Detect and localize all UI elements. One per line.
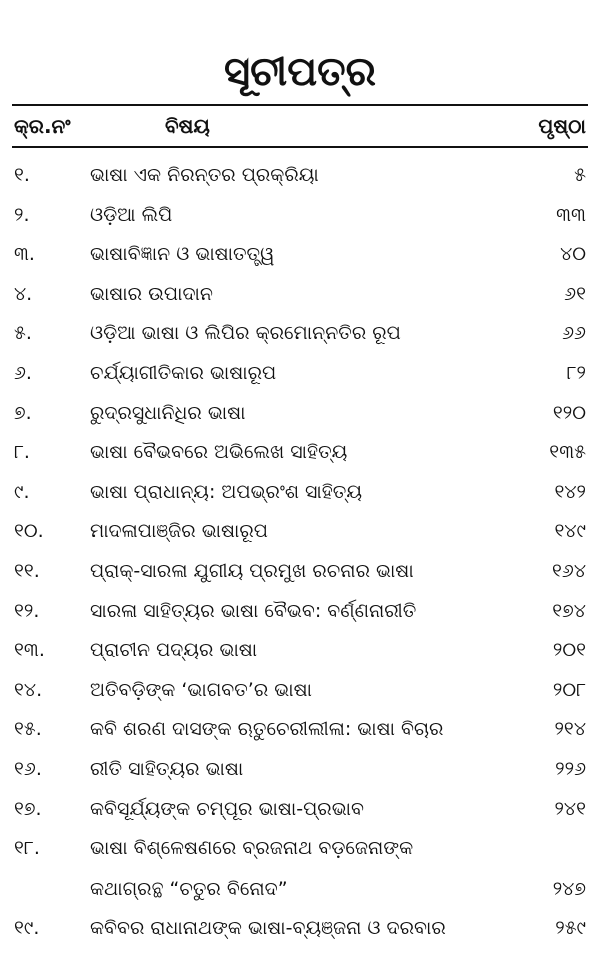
toc-entry bbox=[0, 750, 600, 790]
entry-page: ୨୪୭ bbox=[552, 877, 586, 900]
entry-number: ୬. bbox=[14, 361, 32, 384]
toc-entry bbox=[0, 394, 600, 434]
entry-number: ୭. bbox=[14, 401, 32, 424]
table-header bbox=[0, 106, 600, 146]
entry-number: ୨. bbox=[14, 203, 30, 226]
entry-page: ୧୭୪ bbox=[552, 599, 586, 622]
entry-page: ୧୪୯ bbox=[554, 520, 586, 543]
entry-title: ଭାଷା ପ୍ରାଧାନ୍ୟ: ଅପଭ୍ରଂଶ ସାହିତ୍ୟ bbox=[90, 480, 363, 503]
entry-number: ୮. bbox=[14, 441, 30, 464]
entry-title: ଚର୍ଯ୍ୟାଗୀତିକାର ଭାଷାରୂପ bbox=[90, 361, 277, 384]
entry-page: ୫ bbox=[574, 164, 586, 186]
entry-title: ମାଦଳାପାଞ୍ଜିର ଭାଷାରୂପ bbox=[90, 520, 268, 543]
entry-page: ୨୫୯ bbox=[555, 916, 586, 939]
entry-page: ୧୨୦ bbox=[552, 401, 586, 424]
entry-title: ଭାଷାର ଉପାଦାନ bbox=[90, 282, 213, 305]
entry-title: ଓଡ଼ିଆ ଲିପି bbox=[90, 203, 173, 226]
entry-number: ୧୫. bbox=[14, 718, 42, 741]
entry-number: ୫. bbox=[14, 322, 32, 345]
page-title: ସୂଚୀପତ୍ର bbox=[224, 49, 376, 95]
entry-number: ୧୬. bbox=[14, 757, 42, 780]
entry-title: ସାରଳା ସାହିତ୍ୟର ଭାଷା ବୈଭବ: ବର୍ଣ୍ଣନାରୀତି bbox=[90, 599, 417, 622]
column-header-subject: ବିଷୟ bbox=[165, 114, 210, 138]
entry-number: ୧୩. bbox=[14, 639, 45, 662]
toc-entry bbox=[0, 235, 600, 275]
entry-title: ଓଡ଼ିଆ ଭାଷା ଓ ଲିପିର କ୍ରମୋନ୍ନତିର ରୂପ bbox=[90, 322, 401, 345]
toc-entry bbox=[0, 156, 600, 196]
entry-title: ଅତିବଡ଼ିଙ୍କ ‘ଭାଗବତ’ର ଭାଷା bbox=[90, 678, 312, 701]
toc-entry bbox=[0, 354, 600, 394]
entry-page: ୨୪୧ bbox=[554, 797, 586, 820]
toc-entry bbox=[0, 314, 600, 354]
entry-page: ୮୨ bbox=[566, 361, 586, 384]
toc-entry bbox=[0, 512, 600, 552]
entry-number: ୧୦. bbox=[14, 520, 44, 543]
entry-number: ୧୭. bbox=[14, 797, 42, 820]
entry-number: ୧୮. bbox=[14, 837, 40, 860]
entry-page: ୩୩ bbox=[556, 203, 586, 226]
entry-page: ୧୬୪ bbox=[551, 559, 586, 582]
entry-number: ୧୧. bbox=[14, 559, 40, 582]
toc-entry bbox=[0, 710, 600, 750]
column-header-page: ପୃଷ୍ଠା bbox=[538, 114, 586, 138]
entry-number: ୪. bbox=[14, 282, 33, 305]
entry-title: ଭାଷାବିଜ୍ଞାନ ଓ ଭାଷାତତ୍ତ୍ୱ bbox=[90, 243, 275, 266]
toc-entry bbox=[0, 196, 600, 236]
entry-title: ରୀତି ସାହିତ୍ୟର ଭାଷା bbox=[90, 757, 244, 780]
toc-entry bbox=[0, 790, 600, 830]
entry-page: ୨୧୪ bbox=[554, 718, 586, 741]
entry-number: ୧୨. bbox=[14, 599, 40, 622]
entry-page: ୨୦୮ bbox=[552, 678, 586, 701]
entry-title: କବିବର ରାଧାନାଥଙ୍କ ଭାଷା-ବ୍ୟଞ୍ଜନା ଓ ଦରବାର bbox=[90, 916, 446, 939]
header-bottom-rule bbox=[12, 146, 588, 148]
entry-page: ୧୪୨ bbox=[554, 480, 586, 503]
contents-list bbox=[0, 156, 600, 948]
entry-title: ଭାଷା ବିଶ୍ଳେଷଣରେ ବ୍ରଜନାଥ ବଡ଼ଜେନାଙ୍କ bbox=[90, 837, 414, 860]
entry-title: ପ୍ରାକ୍-ସାରଳା ଯୁଗୀୟ ପ୍ରମୁଖ ରଚନାର ଭାଷା bbox=[90, 559, 414, 582]
entry-title: ଭାଷା ବୈଭବରେ ଅଭିଲେଖ ସାହିତ୍ୟ bbox=[90, 441, 348, 464]
entry-page: ୪୦ bbox=[560, 243, 586, 266]
toc-entry bbox=[0, 552, 600, 592]
entry-page: ୬୬ bbox=[562, 322, 586, 345]
toc-entry-continuation bbox=[0, 869, 600, 909]
toc-entry bbox=[0, 631, 600, 671]
toc-entry bbox=[0, 829, 600, 869]
entry-title: କବିସୂର୍ଯ୍ୟଙ୍କ ଚମ୍ପୂର ଭାଷା-ପ୍ରଭାବ bbox=[90, 797, 364, 820]
toc-entry bbox=[0, 473, 600, 513]
entry-number: ୧୯. bbox=[14, 916, 40, 939]
toc-entry bbox=[0, 909, 600, 949]
toc-entry bbox=[0, 592, 600, 632]
entry-number: ୯. bbox=[14, 480, 30, 503]
entry-title: ରୁଦ୍ରସୁଧାନିଧିର ଭାଷା bbox=[90, 401, 246, 424]
entry-title: କବି ଶରଣ ଦାସଙ୍କ ଋତୁଚେରୀଲୀଳା: ଭାଷା ବିଚାର bbox=[90, 718, 444, 741]
column-header-number: କ୍ର.ନଂ bbox=[14, 114, 71, 138]
entry-title: ପ୍ରାଚୀନ ପଦ୍ୟର ଭାଷା bbox=[90, 639, 258, 662]
toc-entry bbox=[0, 671, 600, 711]
entry-page: ୬୧ bbox=[564, 282, 586, 305]
entry-page: ୨୦୧ bbox=[552, 639, 586, 662]
entry-title: ଭାଷା ଏକ ନିରନ୍ତର ପ୍ରକ୍ରିୟା bbox=[90, 164, 319, 186]
entry-number: ୧. bbox=[14, 164, 30, 186]
toc-entry bbox=[0, 433, 600, 473]
entry-title-continuation: କଥାଗ୍ରନ୍ଥ “ଚତୁର ବିନୋଦ” bbox=[90, 877, 288, 900]
entry-page: ୨୨୬ bbox=[555, 757, 586, 780]
entry-number: ୧୪. bbox=[14, 678, 43, 701]
toc-entry bbox=[0, 275, 600, 315]
entry-number: ୩. bbox=[14, 243, 35, 266]
entry-page: ୧୩୫ bbox=[549, 441, 586, 464]
